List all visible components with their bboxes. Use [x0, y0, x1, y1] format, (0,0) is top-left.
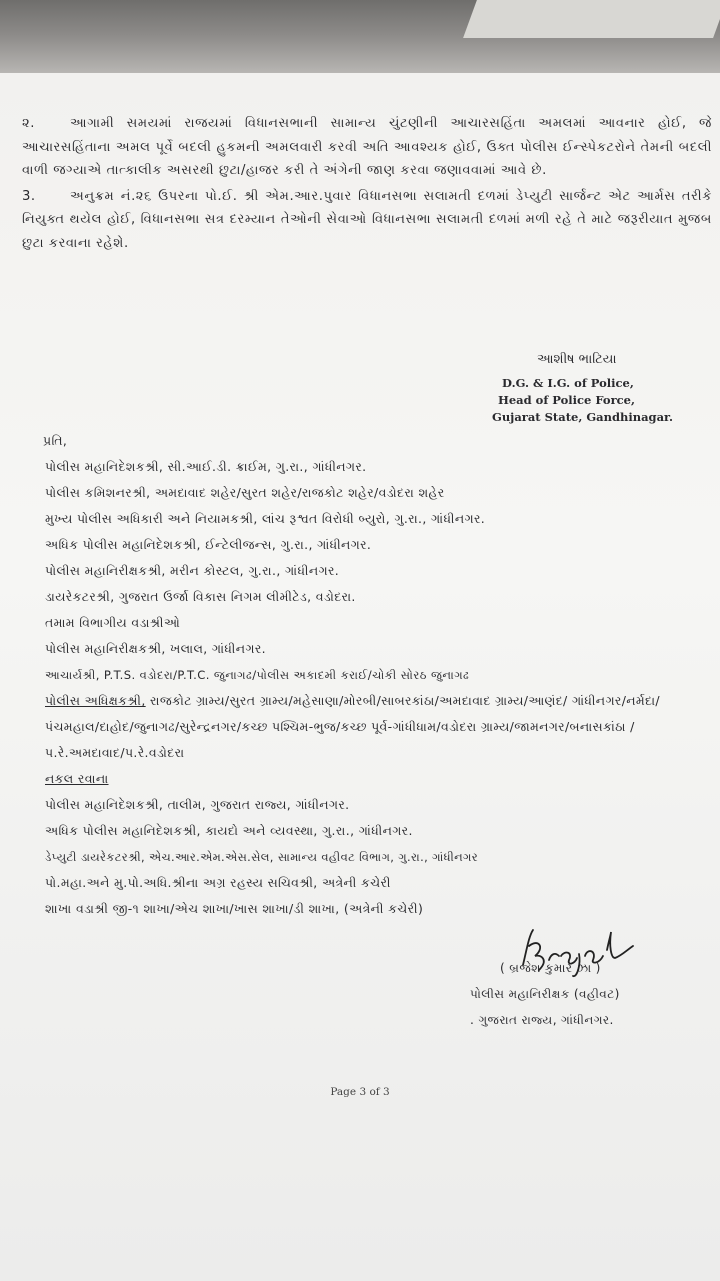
page-number: Page 3 of 3	[330, 1086, 390, 1098]
recipient-item: પોલીસ મહાનિરીક્ષકશ્રી, મરીન કોસ્ટલ, ગુ.રા., ગાંધીનગર.	[45, 563, 340, 578]
recipient-item: પોલીસ કમિશનરશ્રી, અમદાવાદ શહેર/સુરત શહેર/રાજકોટ શહેર/વડોદરા શહેર	[45, 485, 445, 500]
closing-name: ( બ્રજેશ કુમાર ઝા )	[500, 961, 601, 975]
recipient-item: તમામ વિભાગીય વડાશ્રીઓ	[45, 615, 180, 630]
closing-block	[470, 955, 710, 1033]
copy-item: શાખા વડાશ્રી જી-૧ શાખા/એચ શાખા/ખાસ શાખા/ડી શાખા, (અત્રેની કચેરી)	[45, 901, 424, 916]
copy-label: નકલ રવાના	[45, 771, 109, 786]
paragraph-2	[22, 112, 712, 183]
recipient-item: પોલીસ મહાનિરીક્ષકશ્રી, ખલાલ, ગાંધીનગર.	[45, 641, 266, 656]
paragraph-3	[22, 185, 712, 256]
sp-districts: રાજકોટ ગ્રામ્ય/સુરત ગ્રામ્ય/મહેસાણા/મોરબી/સાબરકાંઠા/અમદાવાદ ગ્રામ્ય/આણંદ/ ગાંધીનગર/નર્મદા/પંચમહાલ/દાહોદ/જુનાગઢ/સુરેન્દ્રનગર/કચ્છ પશ્ચિમ-ભુજ/કચ્છ પૂર્વ-ગાંધીધામ/વડોદરા ગ્રામ્ય/જામનગર/બનાસકાંઠા /પ.રે.અમદાવાદ/પ.રે.વડોદરા	[45, 693, 660, 760]
recipient-item: મુખ્ય પોલીસ અધિકારી અને નિયામકશ્રી, લાંચ રૂશ્વત વિરોધી બ્યુરો, ગુ.રા., ગાંધીનગર.	[45, 511, 486, 526]
paragraph-number: 3.	[22, 188, 36, 204]
to-label: પ્રતિ,	[43, 433, 68, 448]
document-body	[22, 112, 712, 257]
signatory-office: Head of Police Force,	[498, 393, 635, 407]
background-paper-corner	[463, 0, 720, 38]
recipient-item: ડાયરેકટરશ્રી, ગુજરાત ઉર્જા વિકાસ નિગમ લીમીટેડ, વડોદરા.	[45, 589, 356, 604]
recipient-item: અધિક પોલીસ મહાનિદેશકશ્રી, ઈન્ટેલીજન્સ, ગુ.રા., ગાંધીનગર.	[45, 537, 372, 552]
recipient-item: આચાર્યશ્રી, P.T.S. વડોદરા/P.T.C. જુનાગઢ/પોલીસ અકાદમી કરાઈ/ચોકી સોરઠ જુનાગઢ	[45, 668, 470, 682]
recipient-sp-item	[45, 688, 710, 766]
signatory-name: આશીષ ભાટિયા	[537, 352, 617, 367]
signatory-designation: D.G. & I.G. of Police,	[502, 376, 634, 390]
closing-title: પોલીસ મહાનિરીક્ષક (વહીવટ)	[470, 987, 620, 1001]
paragraph-number: ૨.	[22, 116, 35, 131]
copy-item: અધિક પોલીસ મહાનિદેશકશ્રી, કાયદો અને વ્યવસ્થા, ગુ.રા., ગાંધીનગર.	[45, 823, 413, 838]
signatory-block	[492, 352, 702, 426]
distribution-list	[45, 428, 710, 922]
copy-item: પોલીસ મહાનિદેશકશ્રી, તાલીમ, ગુજરાત રાજ્ય, ગાંધીનગર.	[45, 797, 350, 812]
recipient-item: પોલીસ મહાનિદેશકશ્રી, સી.આઈ.ડી. ક્રાઈમ, ગુ.રા., ગાંધીનગર.	[45, 459, 367, 474]
sp-label: પોલીસ અધિક્ષકશ્રી,	[45, 693, 146, 708]
signatory-location: Gujarat State, Gandhinagar.	[492, 410, 674, 424]
copy-item: પો.મહા.અને મુ.પો.અધિ.શ્રીના અગ્ર રહસ્ય સચિવશ્રી, અત્રેની કચેરી	[45, 875, 391, 890]
closing-place: . ગુજરાત રાજ્ય, ગાંધીનગર.	[470, 1013, 614, 1027]
copy-item: ડેપ્યુટી ડાયરેકટરશ્રી, એચ.આર.એમ.એસ.સેલ, સામાન્ય વહીવટ વિભાગ, ગુ.રા., ગાંધીનગર	[45, 850, 479, 864]
paragraph-text: આગામી સમયમાં રાજયમાં વિધાનસભાની સામાન્ય ચુંટણીની આચારસહિંતા અમલમાં આવનાર હોઈ, જે આચારસહિંતાના અમલ પૂર્વે બદલી હુકમની અમલવારી કરવી અતિ આવશ્યક હોઈ, ઉક્ત પોલીસ ઈન્સ્પેકટરોને તેમની બદલી વાળી જગ્યાએ તાત્કાલીક અસરથી છુટા/હાજર કરી તે અંગેની જાણ કરવા જણાવવામાં આવે છે.	[22, 116, 712, 178]
paragraph-text: અનુક્રમ નં.૨૬ ઉપરના પો.ઈ. શ્રી એમ.આર.પુવાર વિધાનસભા સલામતી દળમાં ડેપ્યુટી સાર્જન્ટ એટ આર્મસ તરીકે નિયુક્ત થયેલ હોઈ, વિધાનસભા સત્ર દરમ્યાન તેઓની સેવાઓ વિધાનસભા સલામતી દળમાં મળી રહે તે માટે જરૂરીયાત મુજબ છુટા કરવાના રહેશે.	[22, 188, 712, 251]
